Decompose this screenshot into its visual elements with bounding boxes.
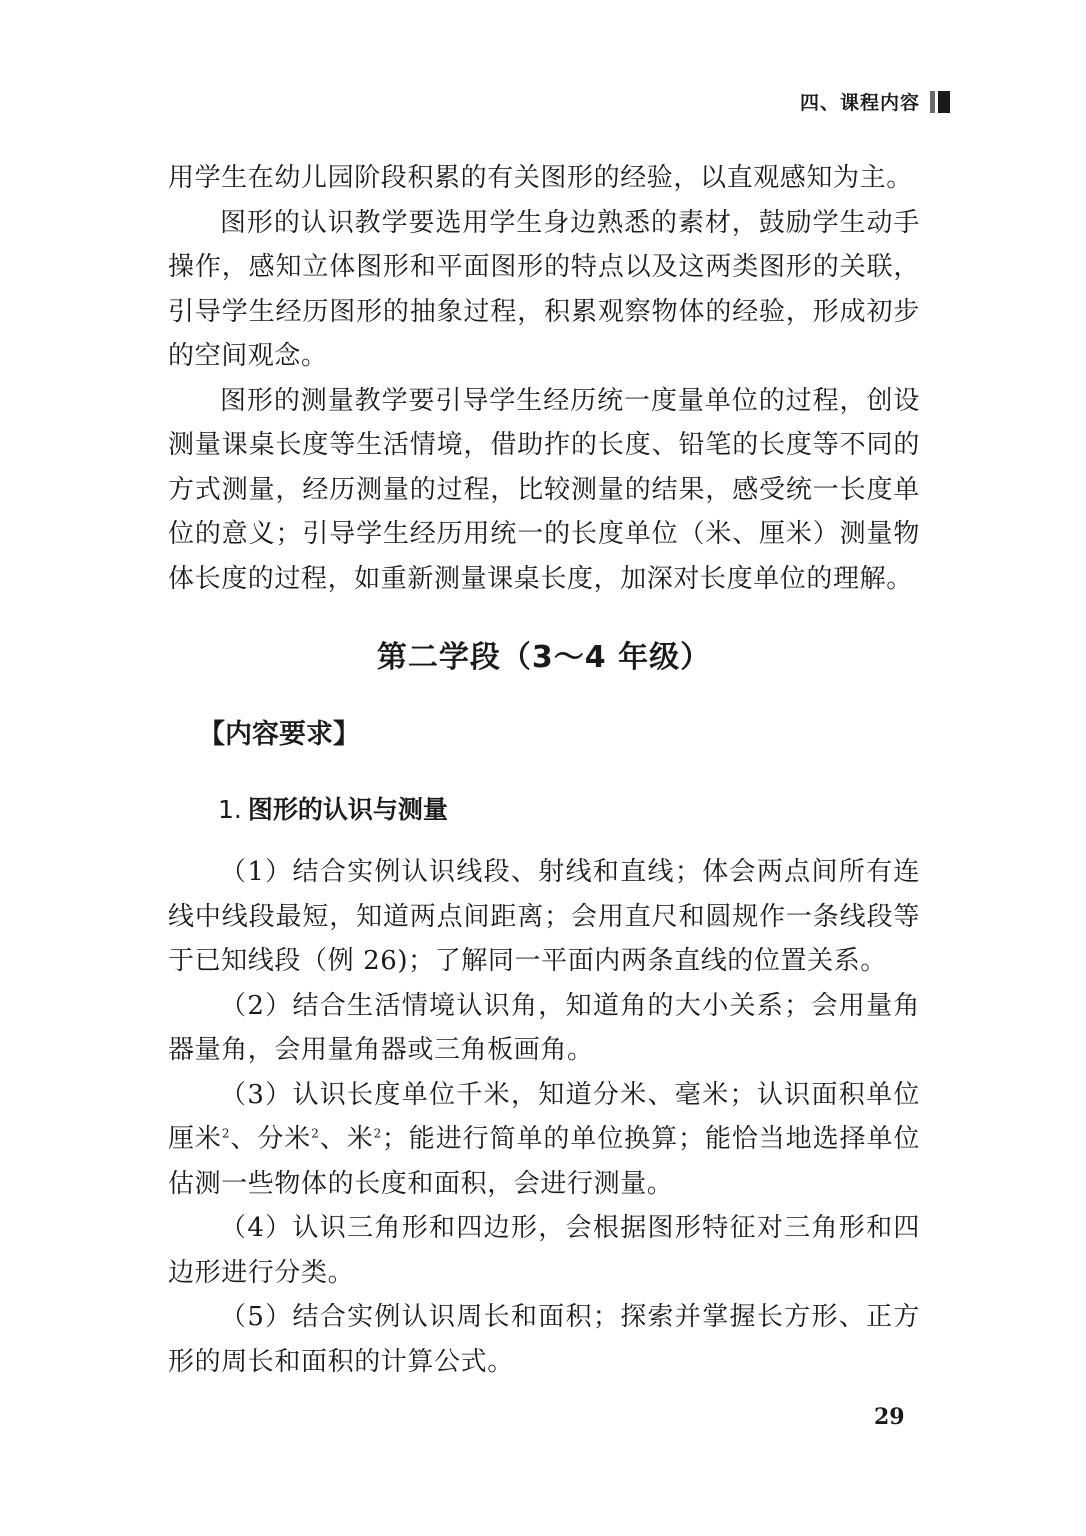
header-bar-marks <box>930 91 950 113</box>
requirement-item: （2）结合生活情境认识角，知道角的大小关系；会用量角器量角，会用量角器或三角板画角。 <box>168 990 920 1065</box>
requirement-item: （4）认识三角形和四边形，会根据图形特征对三角形和四边形进行分类。 <box>168 1213 920 1288</box>
item-text-part: 、分米 <box>230 1124 312 1154</box>
chapter-title: 四、课程内容 <box>799 92 920 114</box>
content-requirements-heading: 【内容要求】 <box>198 719 360 750</box>
requirement-list <box>168 850 920 1384</box>
intro-paragraph: 用学生在幼儿园阶段积累的有关图形的经验，以直观感知为主。 <box>168 163 913 193</box>
subsection-heading <box>218 790 448 826</box>
subsection-number: 1. <box>218 795 242 824</box>
requirement-item: （5）结合实例认识周长和面积；探索并掌握长方形、正方形的周长和面积的计算公式。 <box>168 1302 920 1377</box>
item-text-part: （3）认识长度单位千米，知道分米、毫米；认识面积单位厘米 <box>168 1079 920 1154</box>
subsection-title: 图形的认识与测量 <box>247 795 448 824</box>
page-number: 29 <box>874 1404 905 1430</box>
header-thin-bar <box>930 91 935 113</box>
item-text-part: ；能进行简单的单位换算；能恰当地选择单位估测一些物体的长度和面积，会进行测量。 <box>168 1124 920 1199</box>
running-header <box>800 88 950 115</box>
header-thick-bar <box>938 91 950 113</box>
intro-paragraph: 图形的测量教学要引导学生经历统一度量单位的过程，创设测量课桌长度等生活情境，借助拃的长度、铅笔的长度等不同的方式测量，经历测量的过程，比较测量的结果，感受统一长度单位的意义；引导学生经历用统一的长度单位（米、厘米）测量物体长度的过程，如重新测量课桌长度，加深对长度单位的理解。 <box>168 385 920 594</box>
superscript: 2 <box>221 1126 231 1141</box>
superscript: 2 <box>373 1126 382 1141</box>
intro-text <box>168 156 920 601</box>
superscript: 2 <box>311 1126 320 1141</box>
intro-paragraph: 图形的认识教学要选用学生身边熟悉的素材，鼓励学生动手操作，感知立体图形和平面图形的特点以及这两类图形的关联，引导学生经历图形的抽象过程，积累观察物体的经验，形成初步的空间观念。 <box>168 207 920 371</box>
section-title: 第二学段（3～4 年级） <box>376 640 712 675</box>
item-text-part: 、米 <box>319 1124 374 1154</box>
requirement-item: （1）结合实例认识线段、射线和直线；体会两点间所有连线中线段最短，知道两点间距离；会用直尺和圆规作一条线段等于已知线段（例 26)；了解同一平面内两条直线的位置关系。 <box>168 857 920 976</box>
requirement-item <box>168 1073 920 1207</box>
